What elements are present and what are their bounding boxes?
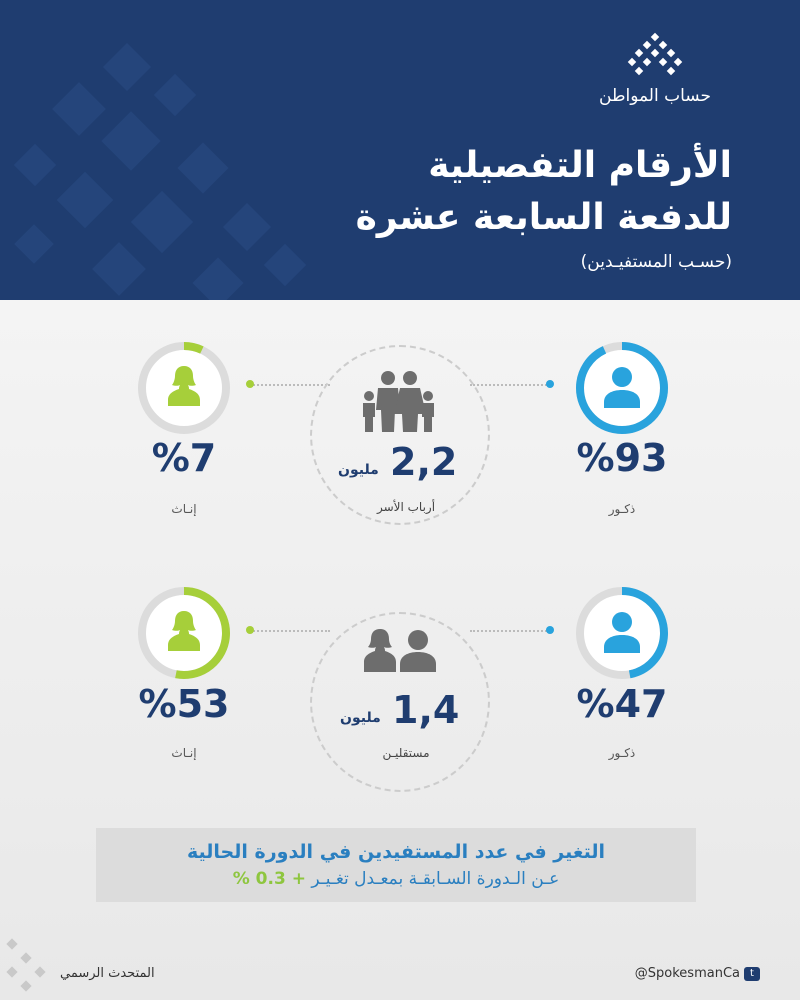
connector-dot	[246, 380, 254, 388]
female-ring	[136, 585, 232, 681]
female-percent: %53	[138, 682, 230, 726]
title-line-1: الأرقام التفصيلية	[428, 145, 732, 186]
header-banner	[0, 0, 800, 300]
center-unit: مليون	[338, 462, 379, 478]
female-person-icon	[164, 364, 204, 408]
male-ring	[574, 585, 670, 681]
male-percent: %93	[576, 436, 668, 480]
note-line-1: التغير في عدد المستفيدين في الدورة الحالية	[186, 841, 605, 863]
male-person-icon	[602, 364, 642, 408]
center-number: 1,4	[392, 688, 460, 732]
footer-handle[interactable]	[635, 966, 760, 981]
change-note	[96, 828, 696, 902]
connector-dot	[246, 626, 254, 634]
connector-dot	[546, 626, 554, 634]
connector-dot	[546, 380, 554, 388]
male-person-icon	[602, 609, 642, 653]
note-line-2-text: عـن الـدورة السـابقـة بمعـدل تغـيـر	[311, 869, 560, 889]
connector-line	[250, 384, 330, 386]
note-line-2	[96, 866, 696, 892]
subtitle: (حسـب المستفيـدين)	[580, 252, 732, 272]
female-ring	[136, 340, 232, 436]
center-unit: مليون	[340, 710, 381, 726]
twitter-icon: t	[744, 967, 760, 981]
logo-mark-icon	[625, 32, 685, 80]
center-number: 2,2	[390, 440, 458, 484]
center-label: أرباب الأسر	[376, 500, 436, 514]
female-label: إنـاث	[171, 502, 197, 516]
female-label: إنـاث	[171, 746, 197, 760]
footer-decorative-pattern	[0, 930, 60, 1000]
footer-spokesman-label: المتحدث الرسمي	[60, 966, 155, 981]
handle-text[interactable]: @SpokesmanCa	[634, 966, 740, 981]
title-line-2: للدفعة السابعة عشرة	[355, 197, 732, 238]
female-percent: %7	[151, 436, 217, 480]
male-label: ذكـور	[608, 746, 636, 760]
connector-line	[470, 630, 550, 632]
logo	[590, 32, 720, 112]
logo-text: حساب المواطن	[599, 86, 711, 106]
male-ring	[574, 340, 670, 436]
page-title	[232, 140, 732, 272]
male-label: ذكـور	[608, 502, 636, 516]
connector-line	[250, 630, 330, 632]
connector-line	[470, 384, 550, 386]
female-person-icon	[164, 609, 204, 653]
change-value: + 0.3 %	[232, 869, 306, 889]
two-persons-icon	[362, 628, 438, 672]
family-icon	[360, 370, 438, 434]
center-label: مستقليـن	[382, 746, 430, 760]
male-percent: %47	[576, 682, 668, 726]
